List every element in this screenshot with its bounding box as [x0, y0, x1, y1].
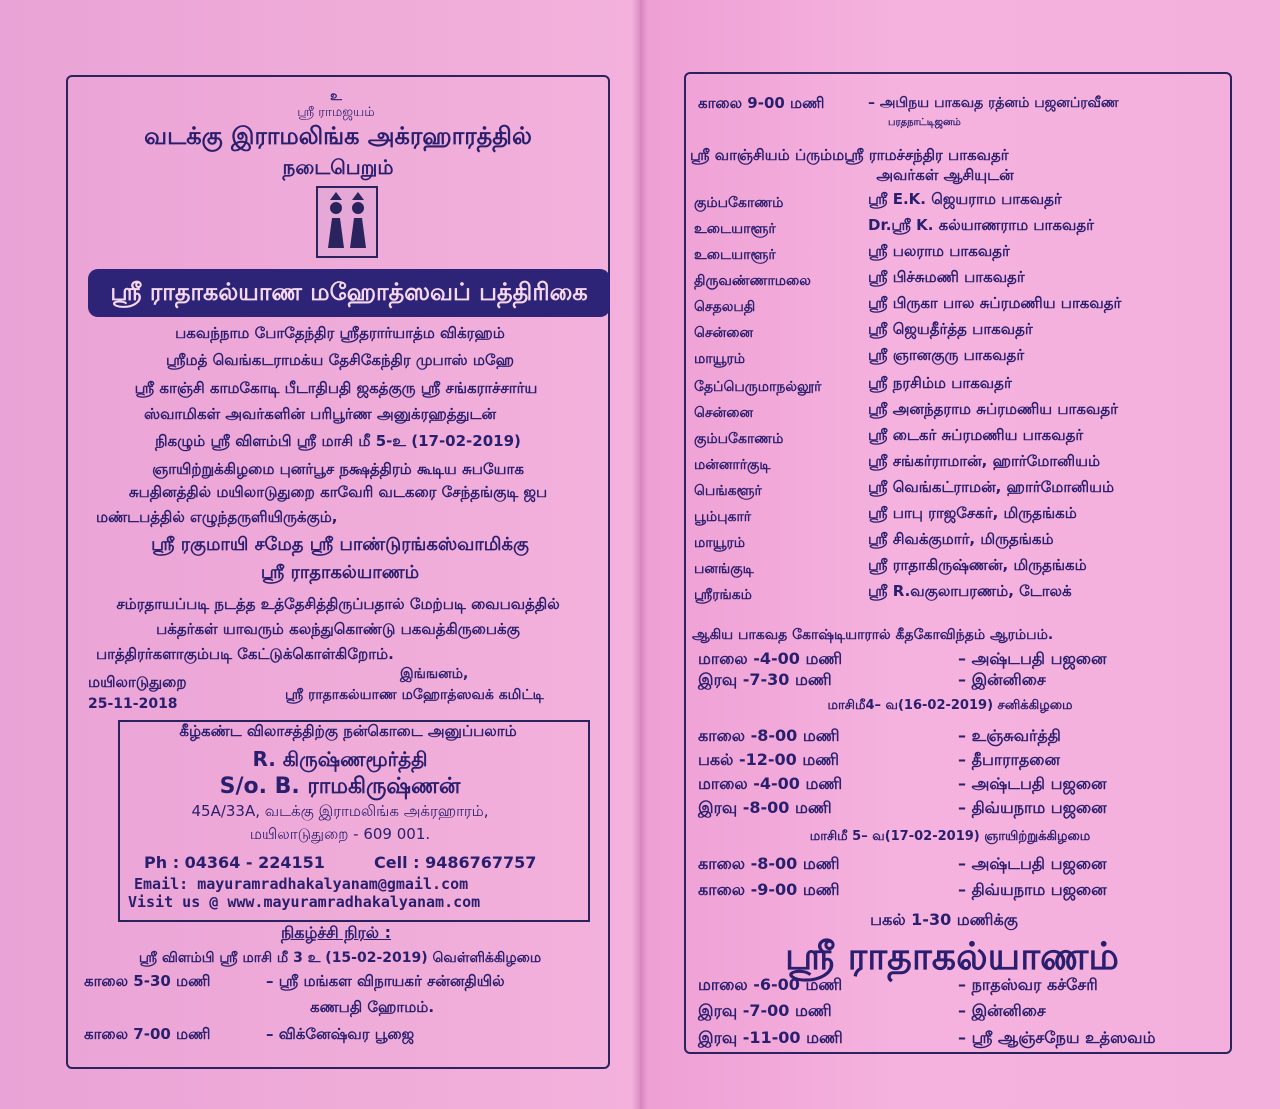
artist-name: ஸ்ரீ நரசிம்ம பாகவதர்: [868, 374, 1012, 392]
programme-title: நிகழ்ச்சி நிரல் :: [280, 923, 392, 942]
paragraph-line: மண்டபத்தில் எழுந்தருளியிருக்கும்,: [96, 508, 338, 526]
kalyanam-title: ஸ்ரீ ராதாகல்யாணம்: [260, 562, 420, 583]
schedule-event: – திவ்யநாம பஜனை: [958, 798, 1107, 817]
artist-name: ஸ்ரீ ஜெயதீர்த்த பாகவதர்: [868, 320, 1033, 338]
artist-name: ஸ்ரீ சிவக்குமார், மிருதங்கம்: [868, 530, 1054, 548]
phone-number: Ph : 04364 - 224151: [144, 853, 325, 872]
artist-place: மாயூரம்: [694, 351, 745, 367]
artist-place: உடையாளூர்: [694, 247, 776, 263]
schedule-time: இரவு -7-00 மணி: [698, 1001, 832, 1020]
schedule-time: மாலை -4-00 மணி: [698, 649, 843, 668]
invite-line: பாத்திரர்களாகும்படி கேட்டுக்கொள்கிறோம்.: [96, 645, 394, 663]
schedule-event: – அஷ்டபதி பஜனை: [958, 854, 1107, 873]
artist-name: ஸ்ரீ ராதாகிருஷ்ணன், மிருதங்கம்: [868, 556, 1087, 574]
schedule-event: – தீபாராதனை: [958, 750, 1060, 769]
artist-place: பெங்களூர்: [694, 483, 762, 499]
artist-place: உடையாளூர்: [694, 221, 776, 237]
artist-place: தேப்பெருமாநல்லூர்: [694, 379, 822, 395]
paragraph-line: சுபதினத்தில் மயிலாடுதுறை காவேரி வடகரை சேந்தங்குடி ஜப: [128, 483, 548, 501]
artist-place: பூம்புகார்: [694, 509, 752, 525]
invite-line: பக்தர்கள் யாவரும் கலந்துகொண்டு பகவத்கிருபைக்கு: [156, 620, 520, 638]
day1-heading: ஸ்ரீ விளம்பி ஸ்ரீ மாசி மீ 3 உ (15-02-2019) வெள்ளிக்கிழமை: [138, 950, 542, 966]
noon-time: பகல் 1-30 மணிக்கு: [870, 910, 1018, 929]
schedule-time: காலை -9-00 மணி: [698, 880, 840, 899]
paragraph-line: நிகழும் ஸ்ரீ விளம்பி ஸ்ரீ மாசி மீ 5-உ (17-02-2019): [155, 432, 521, 450]
event-name: கணபதி ஹோமம்.: [310, 998, 435, 1016]
donor-name: R. கிருஷ்ணமூர்த்தி: [252, 747, 428, 771]
schedule-time: மாலை -4-00 மணி: [698, 774, 843, 793]
paragraph-line: ஸ்வாமிகள் அவர்களின் பரிபூர்ண அனுக்ரஹத்துடன்: [143, 405, 497, 423]
artist-place: கும்பகோணம்: [694, 431, 784, 447]
artist-name: Dr.ஸ்ரீ K. கல்யாணராம பாகவதர்: [868, 216, 1094, 234]
schedule-event: – இன்னிசை: [958, 1001, 1046, 1020]
cell-number: Cell : 9486767757: [374, 853, 537, 872]
artist-name: ஸ்ரீ டைகர் சுப்ரமணிய பாகவதர்: [868, 426, 1084, 444]
artist-place: பனங்குடி: [694, 561, 754, 577]
schedule-time: பகல் -12-00 மணி: [698, 750, 840, 769]
artist-name: ஸ்ரீ R.வகுலாபரணம், டோலக்: [868, 582, 1072, 600]
artist-place: ஸ்ரீரங்கம்: [694, 587, 752, 603]
place-mayiladuthurai: மயிலாடுதுறை: [88, 673, 187, 691]
schedule-time: காலை -8-00 மணி: [698, 854, 840, 873]
artist-name: ஸ்ரீ அனந்தராம சுப்ரமணிய பாகவதர்: [868, 400, 1118, 418]
header-title: வடக்கு இராமலிங்க அக்ரஹாரத்தில்: [144, 122, 532, 150]
website-link[interactable]: Visit us @ www.mayuramradhakalyanam.com: [128, 893, 481, 911]
event-time: காலை 5-30 மணி: [84, 972, 211, 990]
title-banner: ஸ்ரீ ராதாகல்யாண மஹோத்ஸவப் பத்திரிகை: [88, 269, 610, 317]
artist-place: சென்னை: [694, 325, 754, 341]
event-name: – ஸ்ரீ மங்கள விநாயகர் சன்னதியில்: [266, 972, 505, 990]
invitation-date: 25-11-2018: [88, 696, 178, 712]
artist-place: திருவண்ணாமலை: [694, 273, 811, 289]
schedule-time: மாலை -6-00 மணி: [698, 975, 843, 994]
artist-name: ஸ்ரீ பிச்சுமணி பாகவதர்: [868, 268, 1025, 286]
address-street: 45A/33A, வடக்கு இராமலிங்க அக்ரஹாரம்,: [191, 802, 489, 820]
schedule-event: – ஸ்ரீ ஆஞ்சநேய உத்ஸவம்: [958, 1028, 1156, 1047]
artist-name: ஸ்ரீ E.K. ஜெயராம பாகவதர்: [868, 190, 1062, 208]
page-fold: [632, 0, 648, 1109]
blessing-line-2: அவர்கள் ஆசியுடன்: [876, 166, 1014, 184]
day2-heading: மாசிமீ4– வ(16-02-2019) சனிக்கிழமை: [827, 698, 1073, 713]
artist-place: செதலபதி: [694, 299, 756, 315]
schedule-time: இரவு -11-00 மணி: [698, 1028, 843, 1047]
schedule-event: – இன்னிசை: [958, 670, 1046, 689]
schedule-event: – நாதஸ்வர கச்சேரி: [958, 975, 1098, 994]
schedule-time: இரவு -7-30 மணி: [698, 670, 832, 689]
address-city: மயிலாடுதுறை - 609 001.: [249, 825, 431, 843]
event-name: – விக்னேஷ்வர பூஜை: [266, 1025, 415, 1043]
schedule-time: காலை -8-00 மணி: [698, 726, 840, 745]
schedule-event: – அஷ்டபதி பஜனை: [958, 649, 1107, 668]
artist-place: மன்னார்குடி: [694, 457, 771, 473]
schedule-time: இரவு -8-00 மணி: [698, 798, 832, 817]
header-sub: நடைபெறும்: [282, 155, 394, 179]
top-event-sub: பரதநாட்டிஜனம்: [888, 117, 961, 128]
ingnanam: இங்ஙனம்,: [400, 666, 469, 682]
radha-kalyanam-title: ஸ்ரீ ராதாகல்யாணம்: [785, 934, 1119, 978]
donor-son-of: S/o. B. ராமகிருஷ்ணன்: [219, 774, 461, 799]
committee-name: ஸ்ரீ ராதாகல்யாண மஹோத்ஸவக் கமிட்டி: [285, 687, 544, 703]
artist-name: ஸ்ரீ பிருகா பால சுப்ரமணிய பாகவதர்: [868, 294, 1122, 312]
deity-line: ஸ்ரீ ரகுமாயி சமேத ஸ்ரீ பாண்டுரங்கஸ்வாமிக்கு: [151, 534, 529, 555]
email-link[interactable]: Email: mayuramradhakalyanam@gmail.com: [134, 875, 469, 893]
invite-line: சம்ரதாயப்படி நடத்த உத்தேசித்திருப்பதால் மேற்படி வைபவத்தில்: [116, 595, 560, 613]
header-u: உ: [330, 89, 342, 104]
schedule-event: – உஞ்சுவர்த்தி: [958, 726, 1061, 745]
artist-name: ஸ்ரீ சங்கர்ராமான், ஹார்மோனியம்: [868, 452, 1101, 470]
artist-place: சென்னை: [694, 405, 754, 421]
artist-place: கும்பகோணம்: [694, 195, 784, 211]
blessing-line: ஸ்ரீ வாஞ்சியம் ப்ரும்மஸ்ரீ ராமச்சந்திர பாகவதர்: [690, 146, 1009, 164]
paragraph-line: பகவந்நாம போதேந்திர ஸ்ரீதரார்யாத்ம விக்ரஹம்: [175, 324, 505, 342]
artist-name: ஸ்ரீ பாபு ராஜசேகர், மிருதங்கம்: [868, 504, 1077, 522]
gita-govindam-line: ஆகிய பாகவத கோஷ்டியாரால் கீதகோவிந்தம் ஆரம்பம்.: [692, 627, 1054, 643]
artist-name: ஸ்ரீ வெங்கட்ராமன், ஹார்மோனியம்: [868, 478, 1115, 496]
artist-name: ஸ்ரீ பலராம பாகவதர்: [868, 242, 1010, 260]
paragraph-line: ஸ்ரீ காஞ்சி காமகோடி பீடாதிபதி ஜகத்குரு ஸ்ரீ சங்கராச்சார்ய: [134, 379, 538, 397]
top-time: காலை 9-00 மணி: [698, 94, 825, 112]
artist-place: மாயூரம்: [694, 535, 745, 551]
paragraph-line: ஸ்ரீமத் வெங்கடராமக்ய தேசிகேந்திர முபாஸ் மஹே: [165, 351, 515, 369]
event-time: காலை 7-00 மணி: [84, 1025, 211, 1043]
day3-heading: மாசிமீ 5– வ(17-02-2019) ஞாயிற்றுக்கிழமை: [809, 829, 1091, 844]
donation-intro: கீழ்கண்ட விலாசத்திற்கு நன்கொடை அனுப்பலாம்: [179, 722, 517, 740]
schedule-event: – அஷ்டபதி பஜனை: [958, 774, 1107, 793]
header-sri-ramajayam: ஸ்ரீ ராமஜயம்: [297, 105, 375, 120]
deity-emblem-icon: [316, 186, 378, 258]
top-event: – அபிநய பாகவத ரத்னம் பஜனப்ரவீண: [868, 95, 1119, 111]
paragraph-line: ஞாயிற்றுக்கிழமை புனர்பூச நக்ஷத்திரம் கூடிய சுபயோக: [152, 460, 524, 478]
artist-name: ஸ்ரீ ஞானகுரு பாகவதர்: [868, 346, 1025, 364]
schedule-event: – திவ்யநாம பஜனை: [958, 880, 1107, 899]
